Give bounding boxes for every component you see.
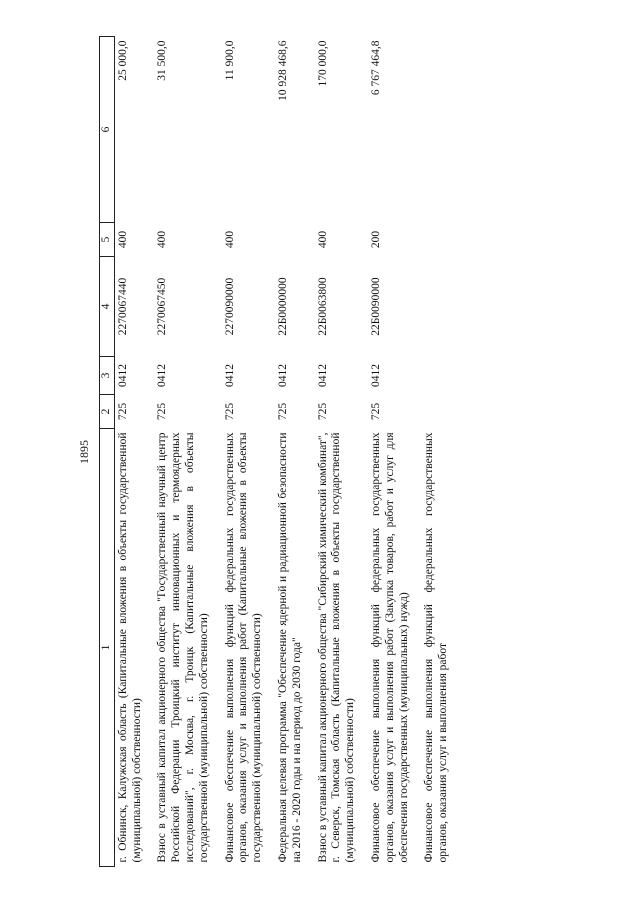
table-row [421,37,453,867]
document-page [67,31,573,873]
row-gap [360,37,368,867]
column-header-ministry: 2 [100,395,115,429]
row-type: 400 [316,230,329,249]
row-section: 0412 [116,364,129,387]
row-gap [307,37,315,867]
row-ministry: 725 [156,402,169,421]
row-ministry: 725 [316,402,329,421]
row-target: 2270067440 [116,277,129,336]
row-ministry: 725 [223,402,236,421]
row-name: Финансовое обеспечение выполнения функций федеральных государственных органов, оказания услуг и выполнения работ [423,432,450,863]
row-type [275,223,307,257]
row-type: 400 [116,230,129,249]
column-header-name: 1 [100,429,115,867]
row-target: 22Б0000000 [276,277,289,336]
row-ministry [421,395,453,429]
row-name: г. Обнинск, Калужская область (Капитальные вложения в объекты государственной (муниципальной) собственности) [116,432,143,863]
row-amount: 11 900,0 [223,40,236,81]
table-row [368,37,413,867]
row-section: 0412 [316,364,329,387]
budget-table [99,36,453,867]
row-name: Финансовое обеспечение выполнения функций федеральных государственных органов, оказания услуг и выполнения работ (Капитальные вложения в объекты государственной (муниципальной) собственности) [223,432,264,863]
row-amount: 31 500,0 [156,40,169,81]
row-gap [214,37,222,867]
row-gap [413,37,421,867]
column-header-target: 4 [100,257,115,357]
row-ministry: 725 [276,402,289,421]
row-type: 400 [223,230,236,249]
row-type: 400 [156,230,169,249]
row-section: 0412 [223,364,236,387]
table-row [154,37,213,867]
row-ministry: 725 [116,402,129,421]
table-row [315,37,360,867]
row-amount: 25 000,0 [116,40,129,81]
row-gap [146,37,154,867]
row-name: Взнос в уставный капитал акционерного общества "Сибирский химический комбинат", г. Северск, Томская область (Капитальные вложения в объекты государственной (муниципальной) собственности) [316,432,357,863]
table-row [275,37,307,867]
row-type [421,223,453,257]
row-target: 2270067450 [156,277,169,336]
row-section: 0412 [369,364,382,387]
row-ministry: 725 [369,402,382,421]
row-section: 0412 [156,364,169,387]
row-target: 2270090000 [223,277,236,336]
column-header-amount: 6 [100,37,115,223]
row-amount: 10 928 468,6 [276,40,289,101]
row-gap [267,37,275,867]
row-amount [421,37,453,223]
row-section: 0412 [276,364,289,387]
row-name: Федеральная целевая программа "Обеспечение ядерной и радиационной безопасности на 2016 - 2020 годы и на период до 2030 года" [276,432,303,863]
row-name: Финансовое обеспечение выполнения функций федеральных государственных органов, оказания услуг и выполнения работ (Закупка товаров, работ и услуг для обеспечения государственных (муниципальных) нужд) [369,432,410,863]
table-row [114,37,146,867]
page-number: 1895 [77,440,91,464]
table-header-row [100,37,115,867]
row-name: Взнос в уставный капитал акционерного общества "Государственный научный центр Российской Федерации Троицкий институт инновационных и термоядерных исследований", г. Москва, г. Троицк (Капитальные вложения в объекты государственной (муниципальной) собственности) [156,432,210,863]
row-section [421,357,453,395]
row-amount: 6 767 464,8 [369,40,382,96]
column-header-section: 3 [100,357,115,395]
row-amount: 170 000,0 [316,40,329,87]
table-row [222,37,267,867]
row-type: 200 [369,230,382,249]
column-header-type: 5 [100,223,115,257]
row-target: 22Б0090000 [369,277,382,336]
row-target [421,257,453,357]
row-target: 22Б0063800 [316,277,329,336]
